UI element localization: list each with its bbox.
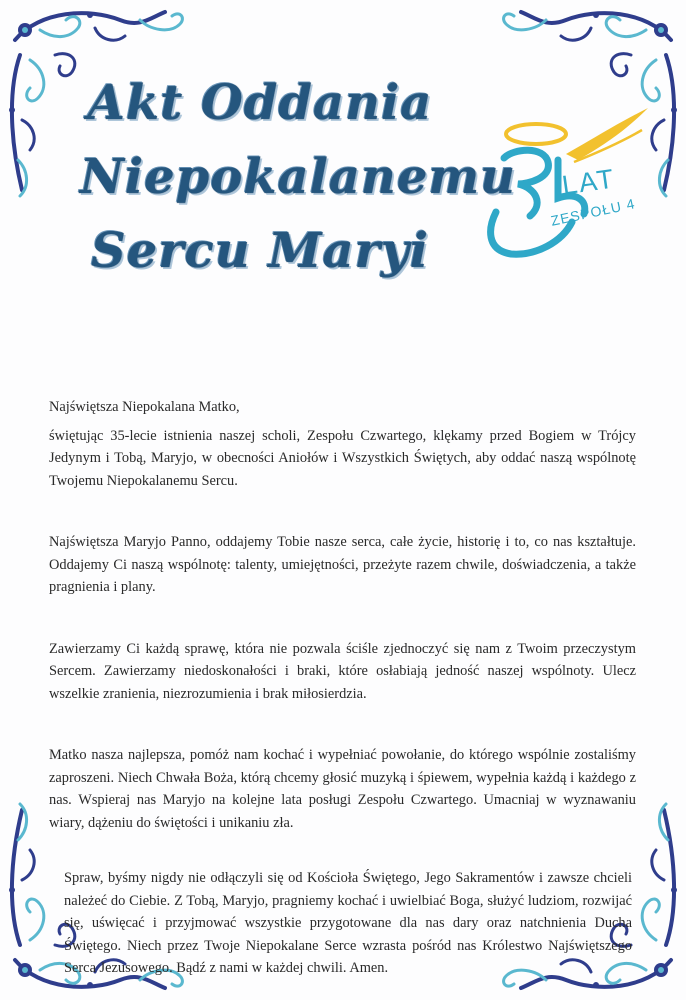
letter-paragraph-3: Zawierzamy Ci każdą sprawę, która nie pozwala ściśle zjednoczyć się nam z Twoim przeczystym Sercem. Zawierzamy niedoskonałości i braki, które osłabiają jedność naszej wspólnoty. Ulecz wszelkie zranienia, niezrozumienia i brak miłosierdzia. xyxy=(49,640,636,702)
letter-greeting: Najświętsza Niepokalana Matko, xyxy=(49,399,240,415)
title-line-2: Niepokalanemu xyxy=(80,149,517,205)
letter-paragraph-1: świętując 35-lecie istnienia naszej scholi, Zespołu Czwartego, klękamy przed Bogiem w Trójcy Jedynym i Tobą, Maryjo, w obecności Aniołów i Wszystkich Świętych, aby oddać naszą wspólnotę Twojemu Niepokalanemu Sercu. xyxy=(49,427,636,489)
letter-body xyxy=(49,396,636,1000)
letter-paragraph-2: Najświętsza Maryjo Panno, oddajemy Tobie nasze serca, całe życie, historię i to, co nas kształtuje. Oddajemy Ci naszą wspólnotę: talenty, umiejętności, przeżyte razem chwile, doświadczenia, a także pragnienia i plany. xyxy=(49,534,636,595)
anniversary-logo xyxy=(466,100,666,270)
title-line-3: Sercu Maryi xyxy=(91,223,429,279)
letter-paragraph-4: Matko nasza najlepsza, pomóż nam kochać i wypełniać powołanie, do którego wspólnie zostaliśmy zaproszeni. Niech Chwała Boża, którą chcemy głosić muzyką i śpiewem, wypełnia każdą i każdego z nas. Wspieraj nas Maryjo na kolejne lata posługi Zespołu Czwartego. Umacniaj w wyznawaniu wiary, dążeniu do świętości i unikaniu zła. xyxy=(49,747,636,831)
letter-paragraph-5: Spraw, byśmy nigdy nie odłączyli się od Kościoła Świętego, Jego Sakramentów i zawsze chcieli należeć do Ciebie. Z Tobą, Maryjo, pragniemy kochać i uwielbiać Boga, służyć ludziom, rozwijać się, uświęcać i przyjmować wszystkie przygotowane dla nas dary oraz natchnienia Ducha Świętego. Niech przez Twoje Niepokalane Serce wzrasta pośród nas Królestwo Najświętszego Serca Jezusowego. Bądź z nami w każdej chwili. Amen. xyxy=(64,870,632,976)
logo-zespolu-text: ZESPOŁU 4 xyxy=(549,195,637,229)
title-line-1: Akt Oddania xyxy=(87,75,433,131)
logo-lat-text: LAT xyxy=(560,163,618,201)
document-title xyxy=(80,66,517,288)
